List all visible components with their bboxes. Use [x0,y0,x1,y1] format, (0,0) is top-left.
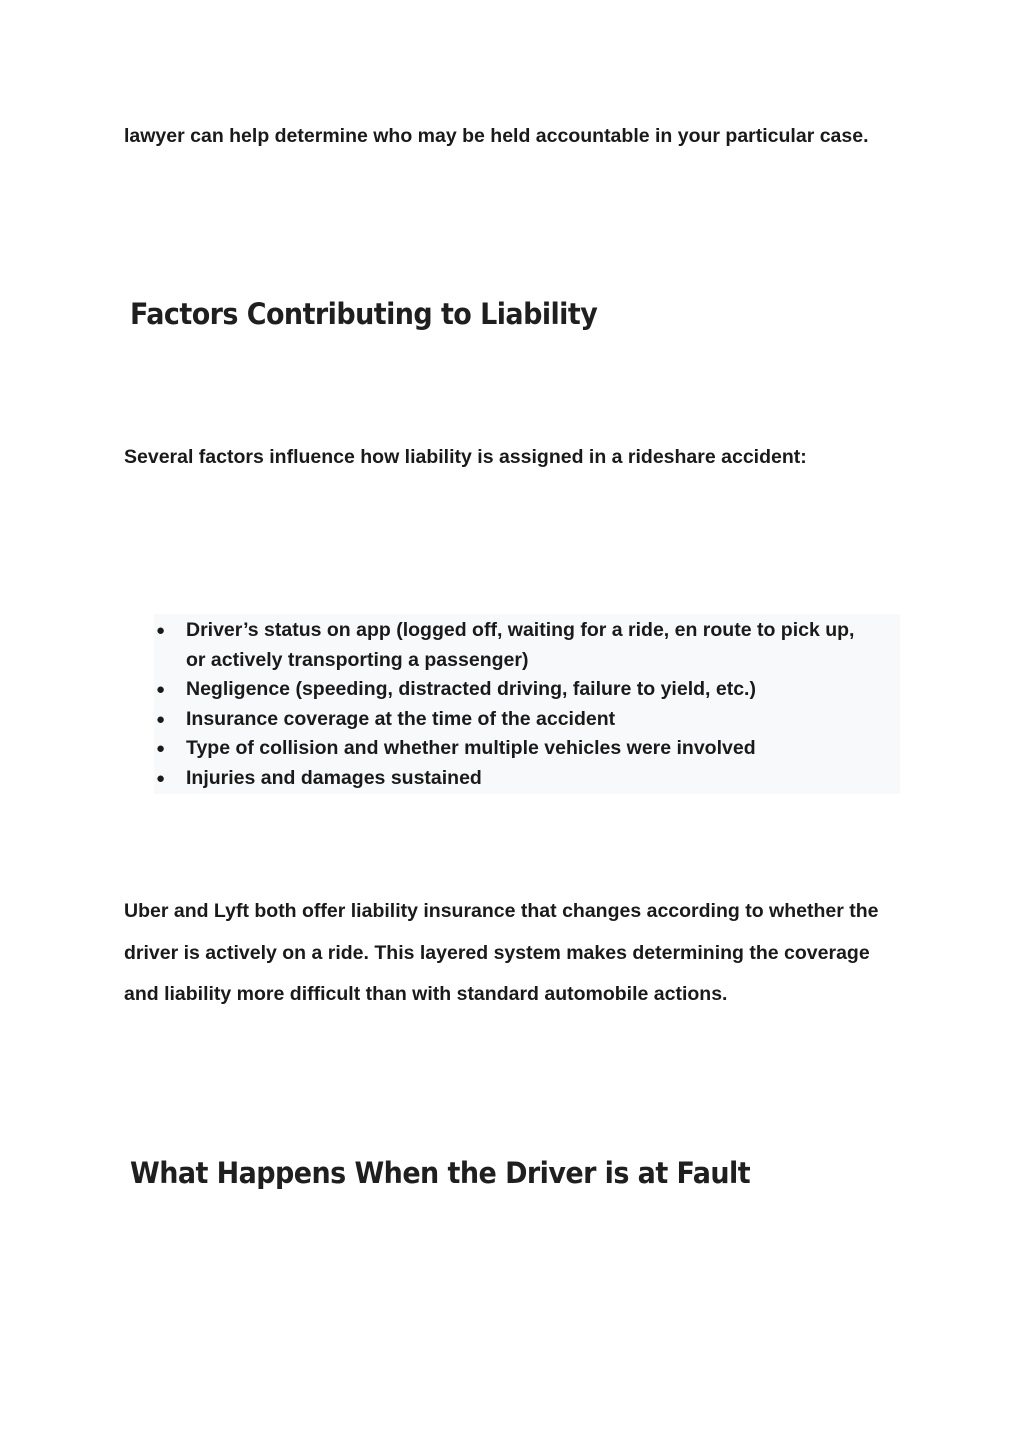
heading-factors-contributing-to-liability: Factors Contributing to Liability [130,297,598,331]
heading-driver-at-fault: What Happens When the Driver is at Fault [130,1156,751,1190]
factors-list-box [154,614,900,794]
bullet-icon: ● [156,710,166,728]
several-factors-paragraph: Several factors influence how liability is assigned in a rideshare accident: [124,446,807,468]
list-item-text: Type of collision and whether multiple vehicles were involved [186,737,756,759]
list-item [154,764,876,794]
intro-paragraph: lawyer can help determine who may be held accountable in your particular case. [124,125,869,147]
bullet-icon: ● [156,622,166,639]
list-item [154,734,876,764]
bullet-icon: ● [156,740,166,757]
factors-list [154,616,900,793]
list-item-text: Driver’s status on app (logged off, waiting for a ride, en route to pick up, or actively transporting a passenger) [186,619,855,671]
list-item [154,616,876,675]
list-item [154,675,876,705]
uber-lyft-insurance-paragraph: Uber and Lyft both offer liability insurance that changes according to whether the driver is actively on a ride. This layered system makes determining the coverage and liability more difficult than with standard automobile actions. [124,900,879,1005]
list-item [154,705,876,735]
list-item-text: Injuries and damages sustained [186,766,482,789]
list-item-text: Negligence (speeding, distracted driving, failure to yield, etc.) [186,678,756,700]
list-item-text: Insurance coverage at the time of the accident [186,707,616,730]
bullet-icon: ● [156,681,166,698]
bullet-icon: ● [156,769,166,787]
